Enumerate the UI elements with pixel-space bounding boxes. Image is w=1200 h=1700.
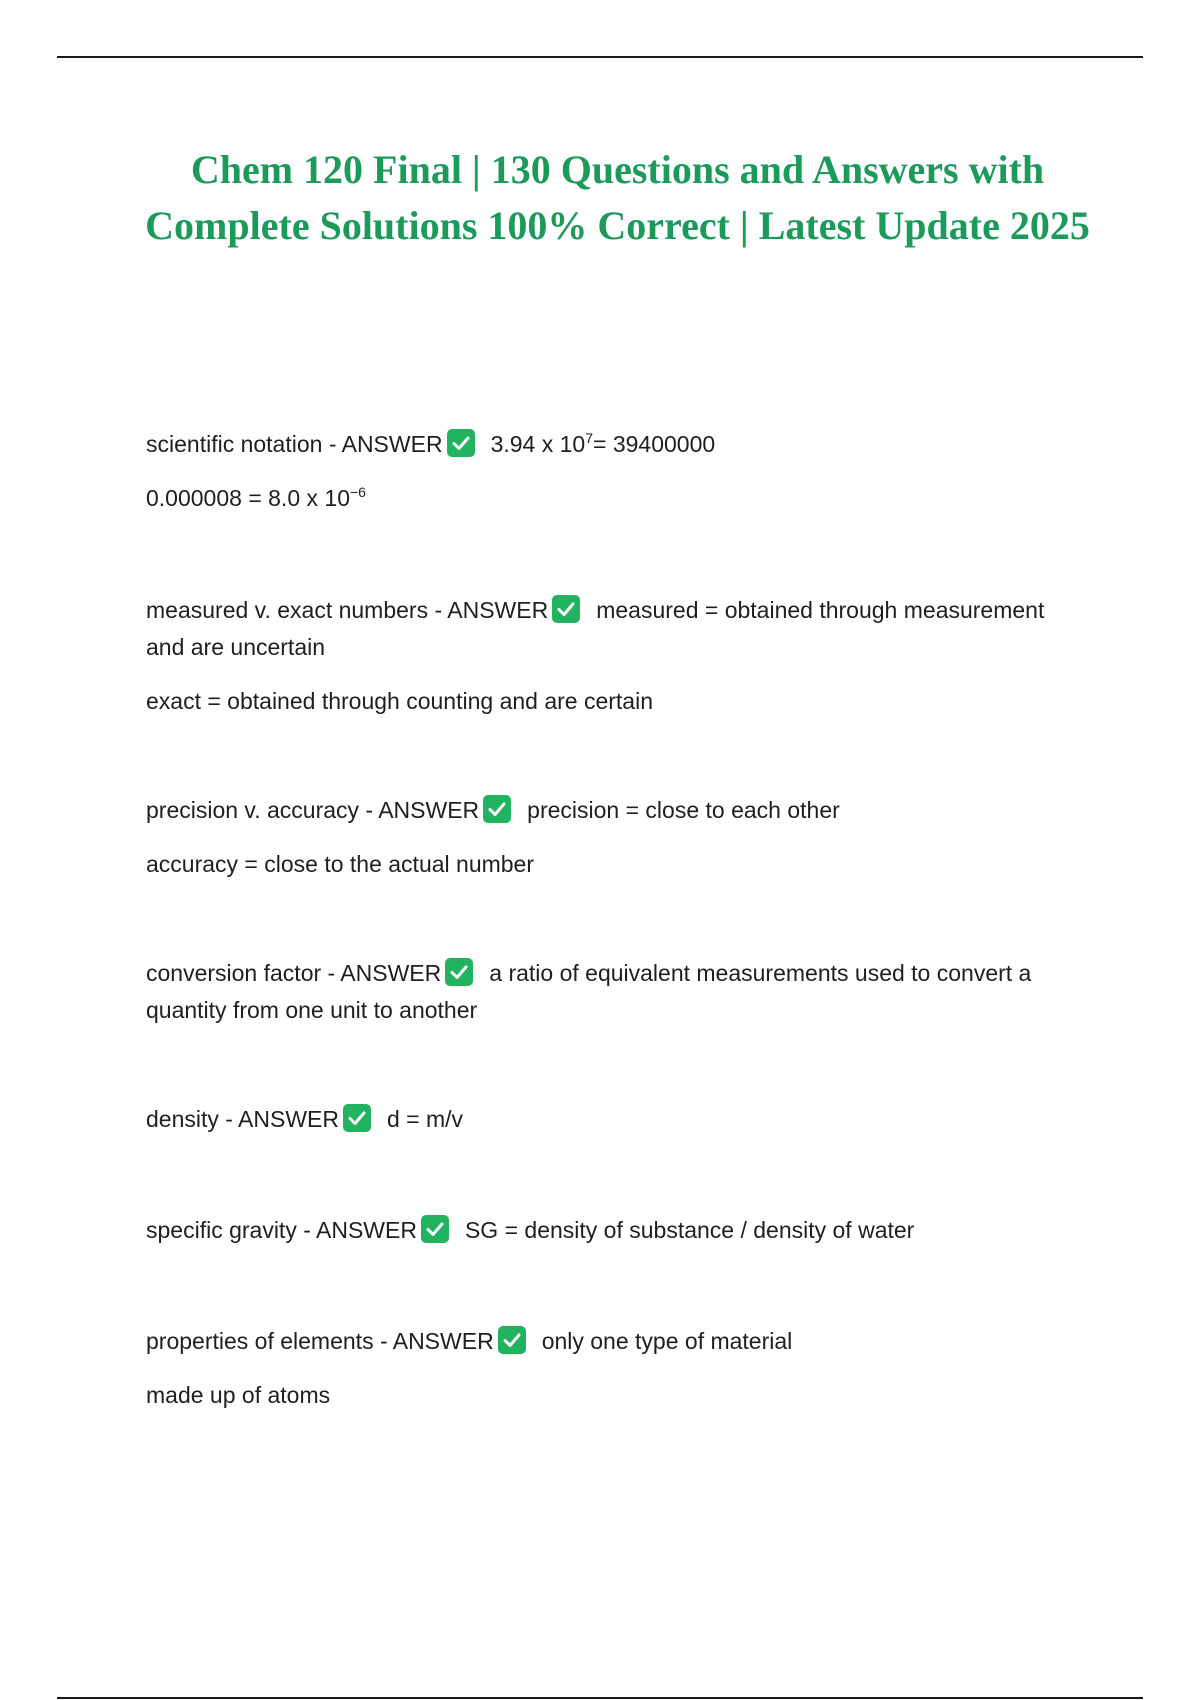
bottom-rule — [57, 1697, 1143, 1699]
qa-extra — [146, 480, 1076, 517]
qa-item — [146, 426, 1076, 517]
qa-term: properties of elements - ANSWER — [146, 1328, 494, 1354]
qa-line — [146, 1323, 1076, 1360]
qa-line — [146, 592, 1076, 666]
qa-extra-exponent: −6 — [349, 484, 366, 500]
qa-extra: accuracy = close to the actual number — [146, 851, 535, 877]
qa-answer-exponent: 7 — [585, 430, 593, 446]
qa-term: specific gravity - ANSWER — [146, 1217, 417, 1243]
qa-term: conversion factor - ANSWER — [146, 960, 442, 986]
qa-item — [146, 592, 1076, 720]
check-box-icon — [498, 1326, 526, 1354]
check-box-icon — [483, 795, 511, 823]
qa-item — [146, 1101, 1076, 1138]
qa-term: measured v. exact numbers - ANSWER — [146, 597, 549, 623]
qa-list — [146, 426, 1076, 1414]
check-box-icon — [445, 958, 473, 986]
qa-extra-text: 0.000008 = 8.0 x 10 — [146, 485, 350, 511]
qa-line — [146, 792, 1076, 829]
qa-answer: precision = close to each other — [527, 797, 840, 823]
qa-item — [146, 955, 1076, 1029]
qa-line — [146, 955, 1076, 1029]
qa-item — [146, 792, 1076, 883]
qa-answer: d = m/v — [387, 1106, 464, 1132]
qa-line — [146, 1212, 1076, 1249]
check-box-icon — [552, 595, 580, 623]
qa-extra: made up of atoms — [146, 1382, 331, 1408]
qa-term: density - ANSWER — [146, 1106, 339, 1132]
qa-item — [146, 1212, 1076, 1249]
document-title: Chem 120 Final | 130 Questions and Answers with Complete Solutions 100% Correct | Latest Update 2025 — [145, 147, 1090, 248]
qa-answer-rest: = 39400000 — [593, 431, 716, 457]
qa-answer: 3.94 x 10 — [490, 431, 586, 457]
qa-answer: a ratio of equivalent measurements used to convert a quantity from one unit to another — [146, 960, 1032, 1023]
check-box-icon — [421, 1215, 449, 1243]
check-box-icon — [447, 429, 475, 457]
qa-line — [146, 1101, 1076, 1138]
qa-line — [146, 426, 1076, 463]
check-box-icon — [343, 1104, 371, 1132]
qa-answer: SG = density of substance / density of water — [464, 1217, 915, 1243]
top-rule — [57, 56, 1143, 58]
qa-item — [146, 1323, 1076, 1414]
qa-term: precision v. accuracy - ANSWER — [146, 797, 480, 823]
qa-extra: exact = obtained through counting and are certain — [146, 688, 653, 714]
qa-term: scientific notation - ANSWER — [146, 431, 443, 457]
qa-answer: only one type of material — [541, 1328, 793, 1354]
qa-answer: measured = obtained through measurement and are uncertain — [146, 597, 1045, 660]
